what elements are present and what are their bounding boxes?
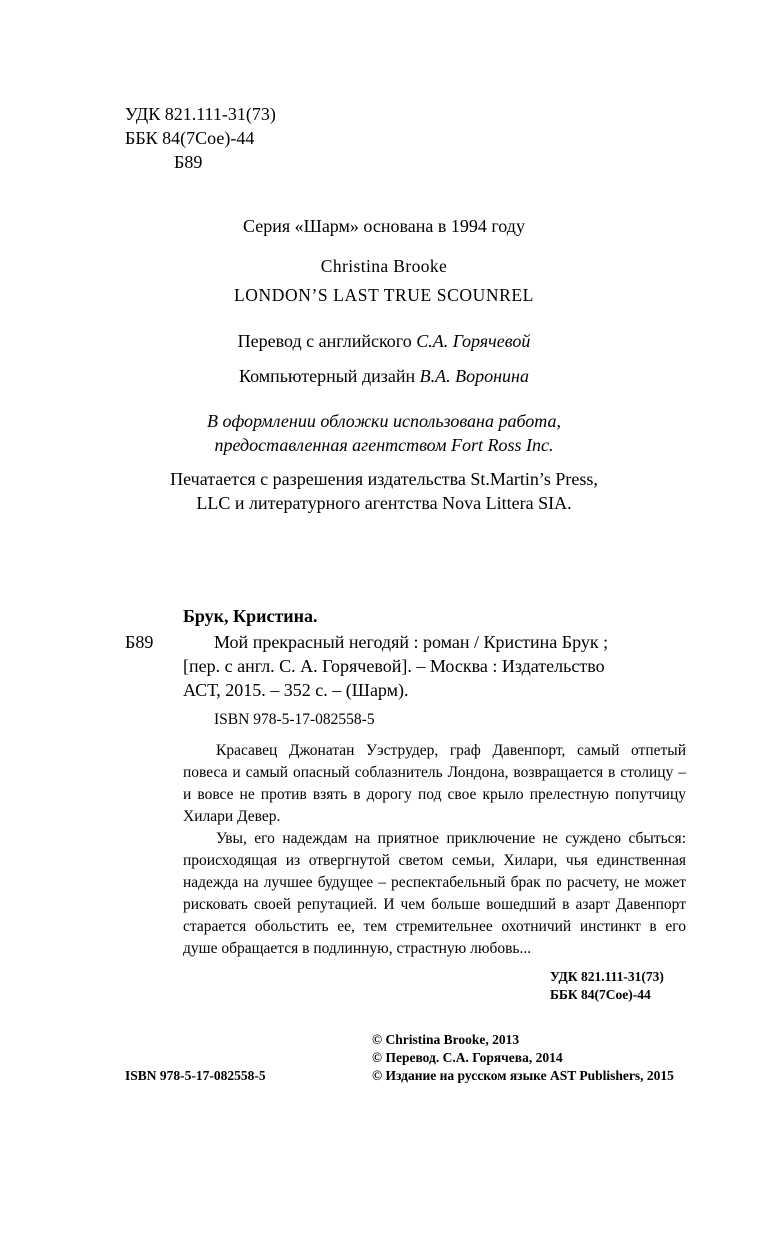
design-credit bbox=[0, 366, 768, 387]
translation-credit bbox=[0, 331, 768, 352]
catalog-isbn: ISBN 978-5-17-082558-5 bbox=[214, 711, 375, 728]
permission-line-2: LLC и литературного агентства Nova Littera SIA. bbox=[196, 493, 572, 513]
footer-bbk: ББК 84(7Сое)-44 bbox=[550, 987, 651, 1002]
original-title: LONDON’S LAST TRUE SCOUNREL bbox=[234, 285, 534, 305]
cover-note-line-1: В оформлении обложки использована работа, bbox=[206, 411, 561, 431]
original-author: Christina Brooke bbox=[320, 256, 448, 276]
translator-name: С.А. Горячевой bbox=[416, 331, 531, 351]
udk-code: УДК 821.111-31(73) bbox=[125, 104, 276, 124]
bottom-isbn: ISBN 978-5-17-082558-5 bbox=[125, 1068, 266, 1083]
annotation-paragraph-1: Красавец Джонатан Уэструдер, граф Давенпорт, самый отпетый повеса и самый опасный соблазнитель Лондона, возвращается в столицу – и вовсе не против взять в дорогу под свое крыло прелестную попутчицу Хилари Девер. bbox=[183, 742, 686, 825]
cover-note-line-2: предоставленная агентством Fort Ross Inc. bbox=[214, 435, 554, 455]
copyright-line-3: © Издание на русском языке AST Publishers, 2015 bbox=[372, 1068, 674, 1083]
permission-line-1: Печатается с разрешения издательства St.Martin’s Press, bbox=[170, 469, 598, 489]
annotation-paragraph-2: Увы, его надеждам на приятное приключение не суждено сбыться: происходящая из отвергнутой светом семьи, Хилари, чья единственная надежда на лучшее будущее – респектабельный брак по расчету, не может рисковать своей репутацией. И чем больше вошедший в азарт Давенпорт старается обольстить ее, тем стремительнее охотничий инстинкт в его душе обращается в подлинную, страстную любовь... bbox=[183, 830, 686, 957]
catalog-line-2: [пер. с англ. С. А. Горячевой]. – Москва : Издательство bbox=[183, 656, 605, 676]
designer-name: В.А. Воронина bbox=[419, 366, 529, 386]
catalog-mark: Б89 bbox=[125, 632, 154, 652]
footer-udk: УДК 821.111-31(73) bbox=[550, 969, 664, 984]
catalog-line-1: Мой прекрасный негодяй : роман / Кристина Брук ; bbox=[214, 632, 609, 652]
copyright-line-1: © Christina Brooke, 2013 bbox=[372, 1032, 520, 1047]
catalog-line-3: АСТ, 2015. – 352 с. – (Шарм). bbox=[183, 680, 409, 700]
catalog-heading: Брук, Кристина. bbox=[183, 606, 318, 626]
design-prefix: Компьютерный дизайн bbox=[239, 366, 416, 386]
translation-prefix: Перевод с английского bbox=[237, 331, 412, 351]
series-line: Серия «Шарм» основана в 1994 году bbox=[243, 216, 525, 236]
copyright-line-2: © Перевод. С.А. Горячева, 2014 bbox=[372, 1050, 563, 1065]
bbk-code: ББК 84(7Сое)-44 bbox=[125, 128, 255, 148]
author-mark: Б89 bbox=[174, 152, 203, 172]
